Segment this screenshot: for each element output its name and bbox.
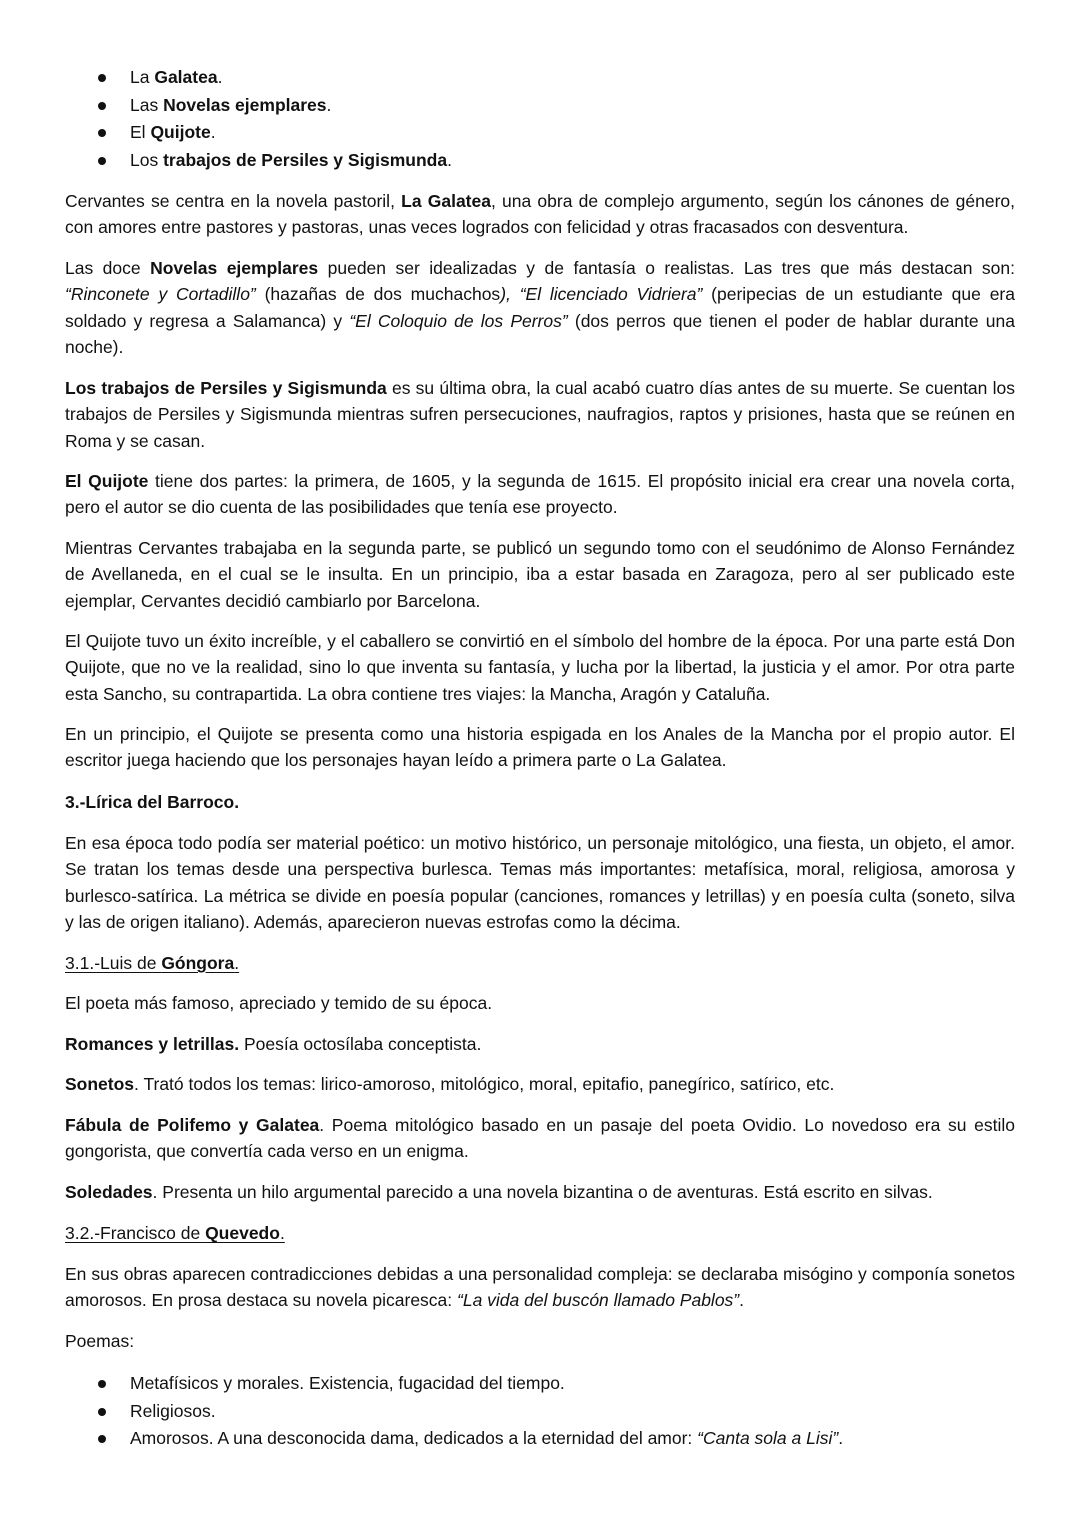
paragraph-romances: Romances y letrillas. Poesía octosílaba conceptista.	[65, 1034, 482, 1054]
paragraph-polifemo: Fábula de Polifemo y Galatea. Poema mitológico basado en un pasaje del poeta Ovidio. Lo novedoso era su estilo gongorista, que convertía cada verso en un enigma.	[65, 1115, 1015, 1162]
paragraph-quevedo: En sus obras aparecen contradicciones debidas a una personalidad compleja: se declaraba misógino y componía sonetos amorosos. En prosa destaca su novela picaresca: “La vida del buscón llamado Pablos”.	[65, 1264, 1015, 1311]
section-heading-lirica: 3.-Lírica del Barroco.	[65, 792, 240, 812]
paragraph-sonetos: Sonetos. Trató todos los temas: lirico-amoroso, mitológico, moral, epitafio, panegírico, satírico, etc.	[65, 1074, 835, 1094]
bullet-icon	[98, 157, 106, 165]
list-item: Amorosos. A una desconocida dama, dedicados a la eternidad del amor: “Canta sola a Lisi”.	[0, 1425, 843, 1453]
paragraph-persiles: Los trabajos de Persiles y Sigismunda es su última obra, la cual acabó cuatro días antes de su muerte. Se cuentan los trabajos de Persiles y Sigismunda mientras sufren persecuciones, naufragios, raptos y prisiones, hasta que se reúnen en Roma y se casan.	[65, 378, 1015, 451]
list-item: Las Novelas ejemplares.	[0, 92, 452, 120]
bullet-icon	[98, 1380, 106, 1388]
paragraph-exito: El Quijote tuvo un éxito increíble, y el caballero se convirtió en el símbolo del hombre de la época. Por una parte está Don Quijote, que no ve la realidad, sino lo que inventa su fantasía, y lucha por la libertad, la justicia y el amor. Por otra parte esta Sancho, su contrapartida. La obra contiene tres viajes: la Mancha, Aragón y Cataluña.	[65, 631, 1015, 704]
bullet-icon	[98, 102, 106, 110]
bullet-icon	[98, 1408, 106, 1416]
poemas-list	[0, 1370, 843, 1453]
paragraph-lirica: En esa época todo podía ser material poético: un motivo histórico, un personaje mitológico, una fiesta, un objeto, el amor. Se tratan los temas desde una perspectiva burlesca. Temas más importantes: metafísica, moral, religiosa, amorosa y burlesco-satírica. La métrica se divide en poesía popular (canciones, romances y letrillas) y en poesía culta (soneto, silva y las de origen italiano). Además, aparecieron nuevas estrofas como la décima.	[65, 833, 1015, 932]
paragraph-galatea: Cervantes se centra en la novela pastoril, La Galatea, una obra de complejo argumento, según los cánones de género, con amores entre pastores y pastoras, unas veces logrados con felicidad y otras fracasados con desventura.	[65, 191, 1015, 238]
bullet-icon	[98, 74, 106, 82]
list-item: El Quijote.	[0, 119, 452, 147]
works-list	[0, 64, 452, 174]
subsection-heading-quevedo: 3.2.-Francisco de Quevedo.	[65, 1223, 285, 1243]
paragraph-anales: En un principio, el Quijote se presenta como una historia espigada en los Anales de la Mancha por el propio autor. El escritor juega haciendo que los personajes hayan leído a primera parte o La Galatea.	[65, 724, 1015, 771]
list-item: Los trabajos de Persiles y Sigismunda.	[0, 147, 452, 175]
paragraph-novelas-ejemplares: Las doce Novelas ejemplares pueden ser idealizadas y de fantasía o realistas. Las tres que más destacan son: “Rinconete y Cortadillo” (hazañas de dos muchachos), “El licenciado Vidriera” (peripecias de un estudiante que era soldado y regresa a Salamanca) y “El Coloquio de los Perros” (dos perros que tienen el poder de hablar durante una noche).	[65, 258, 1016, 357]
bullet-icon	[98, 129, 106, 137]
bullet-icon	[98, 1435, 106, 1443]
subsection-heading-gongora: 3.1.-Luis de Góngora.	[65, 953, 240, 973]
paragraph-soledades: Soledades. Presenta un hilo argumental parecido a una novela bizantina o de aventuras. Está escrito en silvas.	[65, 1182, 933, 1202]
paragraph-poemas-label: Poemas:	[65, 1331, 135, 1351]
list-item: Metafísicos y morales. Existencia, fugacidad del tiempo.	[0, 1370, 843, 1398]
paragraph-quijote: El Quijote tiene dos partes: la primera, de 1605, y la segunda de 1615. El propósito inicial era crear una novela corta, pero el autor se dio cuenta de las posibilidades que tenía ese proyecto.	[65, 471, 1015, 518]
list-item: La Galatea.	[0, 64, 452, 92]
paragraph-avellaneda: Mientras Cervantes trabajaba en la segunda parte, se publicó un segundo tomo con el seudónimo de Alonso Fernández de Avellaneda, en el cual se le insulta. En un principio, iba a estar basada en Zaragoza, pero al ser publicado este ejemplar, Cervantes decidió cambiarlo por Barcelona.	[65, 538, 1015, 611]
list-item: Religiosos.	[0, 1398, 843, 1426]
paragraph-gongora-intro: El poeta más famoso, apreciado y temido de su época.	[65, 993, 493, 1013]
